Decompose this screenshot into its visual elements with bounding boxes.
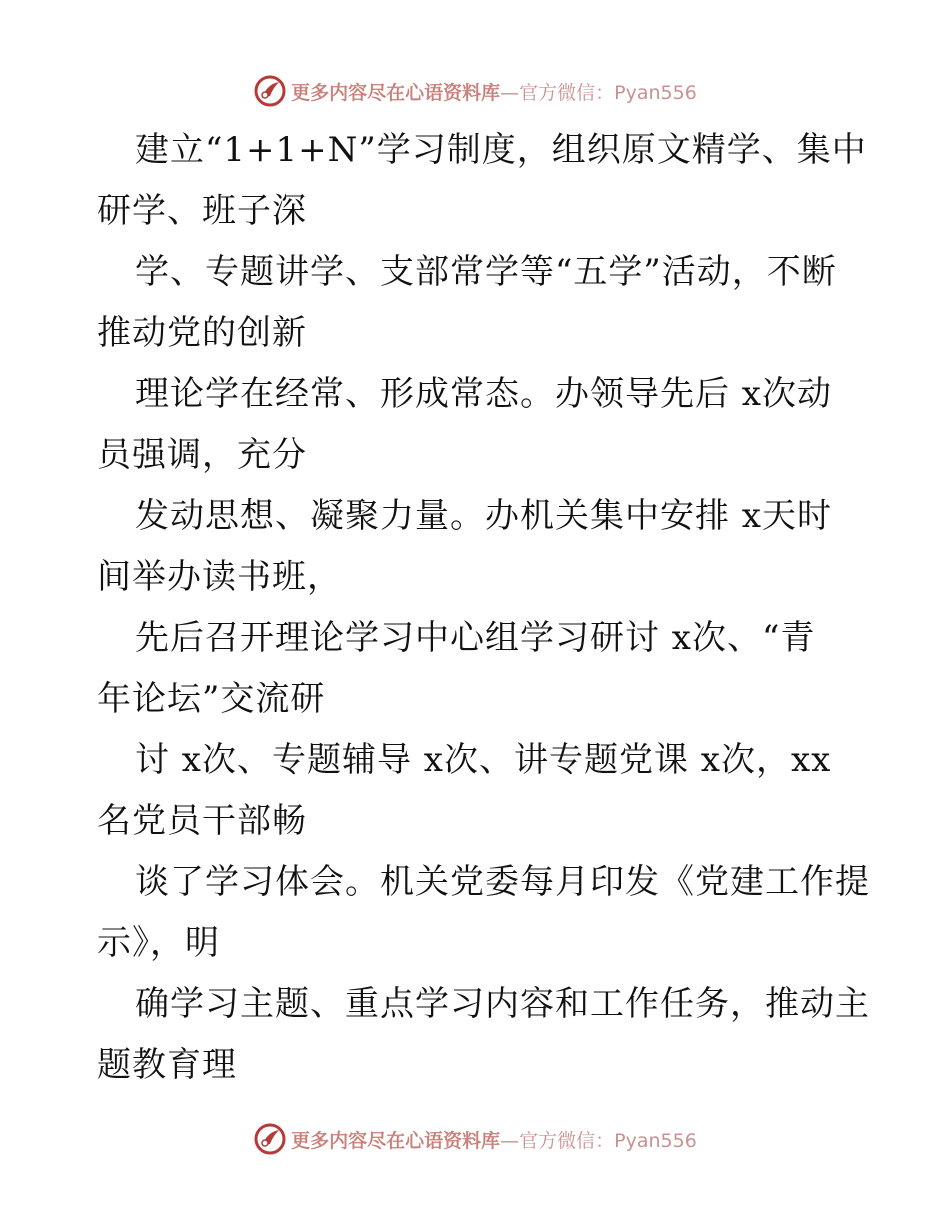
text-line: 确学习主题、重点学习内容和工作任务，推动主 bbox=[135, 984, 870, 1024]
banner-wechat: —官方微信：Pyan556 bbox=[500, 1129, 697, 1152]
banner-title: 更多内容尽在心语资料库 bbox=[291, 1129, 501, 1152]
text-line: 先后召开理论学习中心组学习研讨 x次、“青 bbox=[135, 618, 816, 658]
logo-icon bbox=[253, 1122, 287, 1156]
text-line: 题教育理 bbox=[97, 1045, 237, 1085]
text-line: 谈了学习体会。机关党委每月印发《党建工作提 bbox=[135, 862, 870, 902]
text-line: 年论坛”交流研 bbox=[97, 679, 326, 719]
text-line: 讨 x次、专题辅导 x次、讲专题党课 x次，xx bbox=[135, 740, 832, 780]
header-banner bbox=[0, 71, 950, 111]
text-line: 间举办读书班， bbox=[97, 557, 342, 597]
text-line: 名党员干部畅 bbox=[97, 801, 307, 841]
footer-banner bbox=[0, 1119, 950, 1159]
text-line: 理论学在经常、形成常态。办领导先后 x次动 bbox=[135, 374, 832, 414]
banner-title: 更多内容尽在心语资料库 bbox=[291, 81, 501, 104]
text-line: 研学、班子深 bbox=[97, 191, 307, 231]
text-line: 推动党的创新 bbox=[97, 313, 307, 353]
logo-icon bbox=[253, 74, 287, 108]
text-line: 发动思想、凝聚力量。办机关集中安排 x天时 bbox=[135, 496, 832, 536]
text-line: 建立“1+1+N”学习制度，组织原文精学、集中 bbox=[135, 130, 867, 170]
text-line: 示》，明 bbox=[97, 923, 220, 963]
banner-wechat: —官方微信：Pyan556 bbox=[500, 81, 697, 104]
document-body bbox=[97, 120, 870, 1096]
text-line: 员强调，充分 bbox=[97, 435, 307, 475]
text-line: 学、专题讲学、支部常学等“五学”活动，不断 bbox=[135, 252, 837, 292]
